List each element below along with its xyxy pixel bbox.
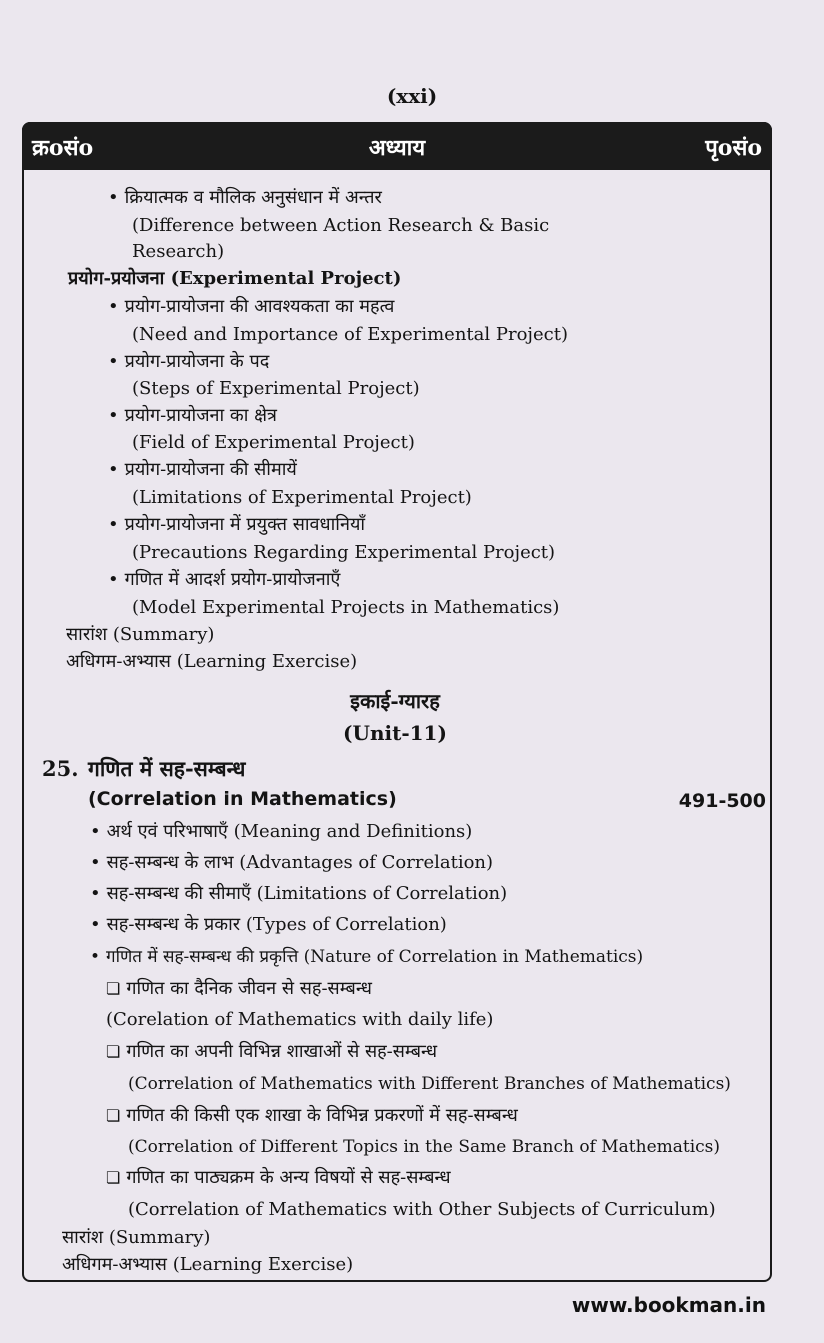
unit-title-hindi: इकाई-ग्यारह [350,689,440,713]
sub-item: ❏ गणित की किसी एक शाखा के विभिन्न प्रकरणों में सह-सम्बन्ध [106,1105,518,1127]
sub-item: ❏ गणित का पाठ्यक्रम के अन्य विषयों से सह-सम्बन्ध [106,1167,451,1189]
page-number: (xxi) [386,84,438,108]
list-item: • सह-सम्बन्ध के प्रकार (Types of Correlation) [90,914,447,936]
list-item: • गणित में आदर्श प्रयोग-प्रायोजनाएँ [108,569,340,591]
list-item: (Need and Importance of Experimental Project) [132,324,568,345]
contents-header [22,122,772,170]
list-item: (Precautions Regarding Experimental Project) [132,542,556,563]
section-heading: प्रयोग-प्रयोजना (Experimental Project) [68,268,402,289]
summary-item: सारांश (Summary) [66,624,215,645]
summary-item: सारांश (Summary) [62,1227,211,1248]
list-item: • सह-सम्बन्ध की सीमाएँ (Limitations of Correlation) [90,883,507,905]
chapter-title-english: (Correlation in Mathematics) [88,788,397,810]
list-item: • अर्थ एवं परिभाषाएँ (Meaning and Definitions) [90,821,472,843]
list-item: • क्रियात्मक व मौलिक अनुसंधान में अन्तर [108,187,382,209]
sub-item: (Correlation of Mathematics with Other Subjects of Curriculum) [128,1199,716,1220]
list-item: • प्रयोग-प्रायोजना में प्रयुक्त सावधानियाँ [108,514,365,536]
list-item: • गणित में सह-सम्बन्ध की प्रकृत्ति (Nature of Correlation in Mathematics) [90,946,643,968]
header-chapter: अध्याय [368,135,426,161]
sub-item: ❏ गणित का अपनी विभिन्न शाखाओं से सह-सम्बन्ध [106,1041,437,1063]
list-item: (Difference between Action Research & Basic [132,215,550,236]
unit-title-english: (Unit-11) [343,721,447,745]
footer-url: www.bookman.in [571,1293,766,1317]
sub-item: ❏ गणित का दैनिक जीवन से सह-सम्बन्ध [106,978,372,1000]
chapter-page-range: 491-500 [678,790,766,812]
chapter-number: 25. [42,756,79,781]
chapter-title-hindi: गणित में सह-सम्बन्ध [88,756,246,781]
list-item: • प्रयोग-प्रायोजना की सीमायें [108,459,297,481]
sub-item: (Correlation of Mathematics with Different Branches of Mathematics) [128,1074,731,1094]
list-item: Research) [132,241,225,262]
list-item: • सह-सम्बन्ध के लाभ (Advantages of Correlation) [90,852,493,874]
list-item: (Model Experimental Projects in Mathematics) [132,597,560,618]
list-item: (Steps of Experimental Project) [132,378,420,399]
list-item: (Limitations of Experimental Project) [132,487,472,508]
exercise-item: अधिगम-अभ्यास (Learning Exercise) [66,651,358,672]
sub-item: (Correlation of Different Topics in the Same Branch of Mathematics) [128,1137,721,1157]
header-page: पृoसंo [705,135,762,161]
exercise-item: अधिगम-अभ्यास (Learning Exercise) [62,1254,354,1275]
header-serial: क्रoसंo [32,135,94,161]
list-item: • प्रयोग-प्रायोजना का क्षेत्र [108,405,277,427]
list-item: • प्रयोग-प्रायोजना की आवश्यकता का महत्व [108,296,394,318]
list-item: • प्रयोग-प्रायोजना के पद [108,351,269,373]
sub-item: (Corelation of Mathematics with daily life) [106,1009,494,1030]
list-item: (Field of Experimental Project) [132,432,415,453]
